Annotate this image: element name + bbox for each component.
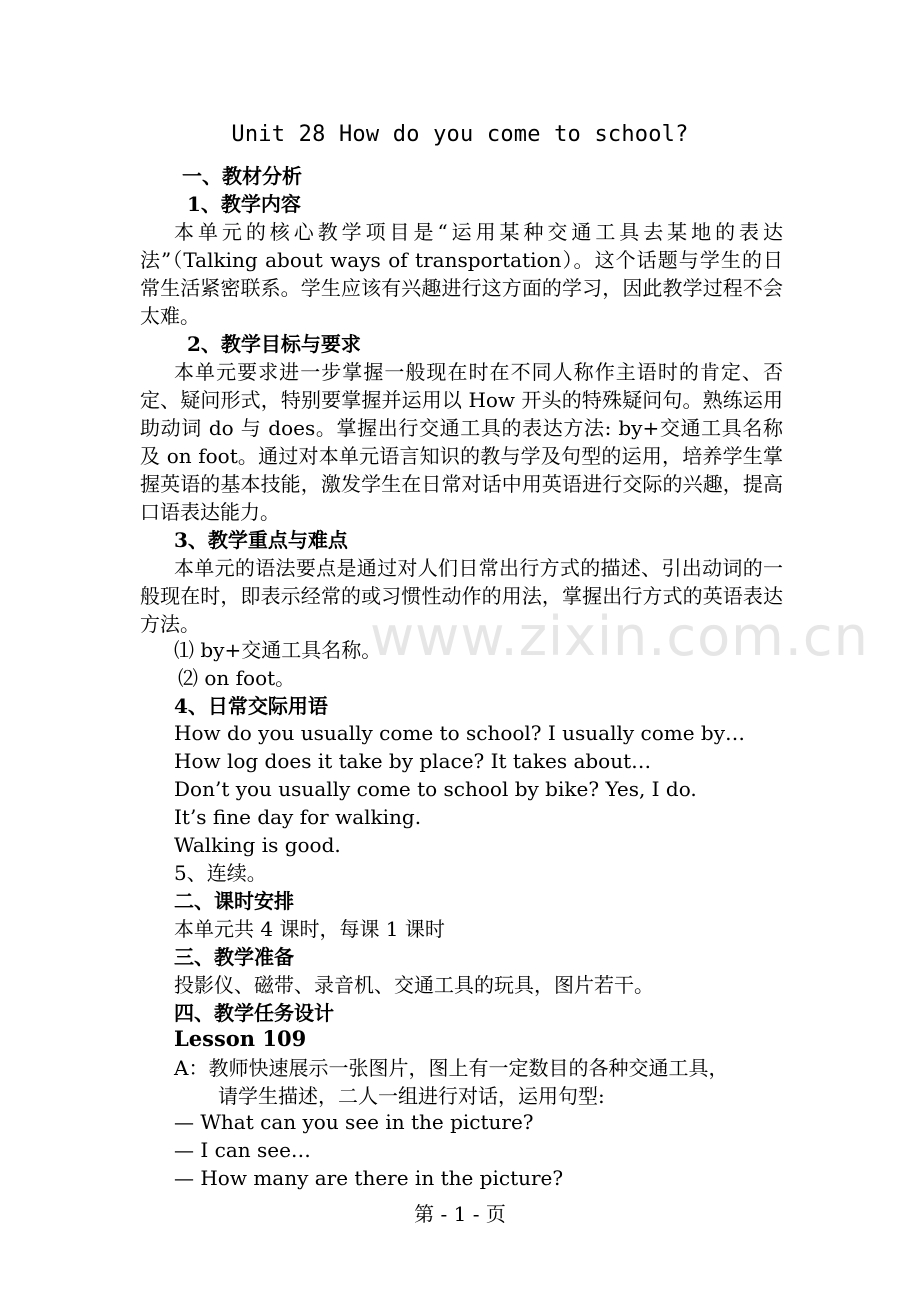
- dialogue-line: — I can see…: [174, 1138, 311, 1162]
- subheading-goals-requirements: 2、教学目标与要求: [187, 332, 361, 356]
- subheading-teaching-content: 1、教学内容: [187, 192, 301, 216]
- paragraph-key-points: 本单元的语法要点是通过对人们日常出行方式的描述、引出动词的一般现在时，即表示经常的或习惯性动作的用法，掌握出行方式的英语表达方法。: [140, 556, 783, 636]
- expression-line: How do you usually come to school? I usually come by…: [174, 721, 746, 745]
- key-point-item: ⑵ on foot。: [178, 666, 296, 690]
- page-number-footer: 第 - 1 - 页: [414, 1202, 506, 1226]
- expression-line: It’s fine day for walking.: [174, 805, 422, 829]
- paragraph-goals-requirements: 本单元要求进一步掌握一般现在时在不同人称作主语时的肯定、否定、疑问形式，特别要掌握并运用以 How 开头的特殊疑问句。熟练运用助动词 do 与 does。掌握出行交通工具的表达方法: by+交通工具名称及 on foot。通过对本单元语言知识的教与学及句型的运用，培养学生掌握英语的基本技能，激发学生在日常对话中用英语进行交际的兴趣，提高口语表达能力。: [140, 360, 783, 524]
- subheading-key-points: 3、教学重点与难点: [174, 528, 348, 552]
- activity-a-line: 请学生描述，二人一组进行对话，运用句型:: [218, 1084, 605, 1108]
- activity-a-line: A：教师快速展示一张图片，图上有一定数目的各种交通工具，: [174, 1056, 729, 1080]
- preparation-text: 投影仪、磁带、录音机、交通工具的玩具，图片若干。: [174, 973, 654, 997]
- expression-line: How log does it take by place? It takes about…: [174, 749, 652, 773]
- page-title: Unit 28 How do you come to school?: [231, 122, 689, 147]
- key-point-item: ⑴ by+交通工具名称。: [174, 638, 382, 662]
- paragraph-teaching-content: 本单元的核心教学项目是“运用某种交通工具去某地的表达法”（Talking about ways of transportation）。这个话题与学生的日常生活紧密联系。学生应该有兴趣进行这方面的学习，因此教学过程不会太难。: [140, 220, 783, 328]
- expression-line: Walking is good.: [174, 833, 341, 857]
- watermark-text: www.zixin.com.cn: [370, 605, 869, 668]
- text-continuation: 5、连续。: [174, 861, 267, 885]
- section-heading-schedule: 二、课时安排: [174, 889, 294, 913]
- schedule-text: 本单元共 4 课时，每课 1 课时: [174, 917, 445, 941]
- dialogue-line: — How many are there in the picture?: [174, 1166, 564, 1190]
- section-heading-textbook-analysis: 一、教材分析: [182, 164, 302, 188]
- subheading-daily-expressions: 4、日常交际用语: [174, 694, 328, 718]
- lesson-heading: Lesson 109: [174, 1026, 307, 1051]
- section-heading-task-design: 四、教学任务设计: [174, 1001, 334, 1025]
- dialogue-line: — What can you see in the picture?: [174, 1110, 534, 1134]
- expression-line: Don’t you usually come to school by bike? Yes, I do.: [174, 777, 697, 801]
- section-heading-preparation: 三、教学准备: [174, 945, 294, 969]
